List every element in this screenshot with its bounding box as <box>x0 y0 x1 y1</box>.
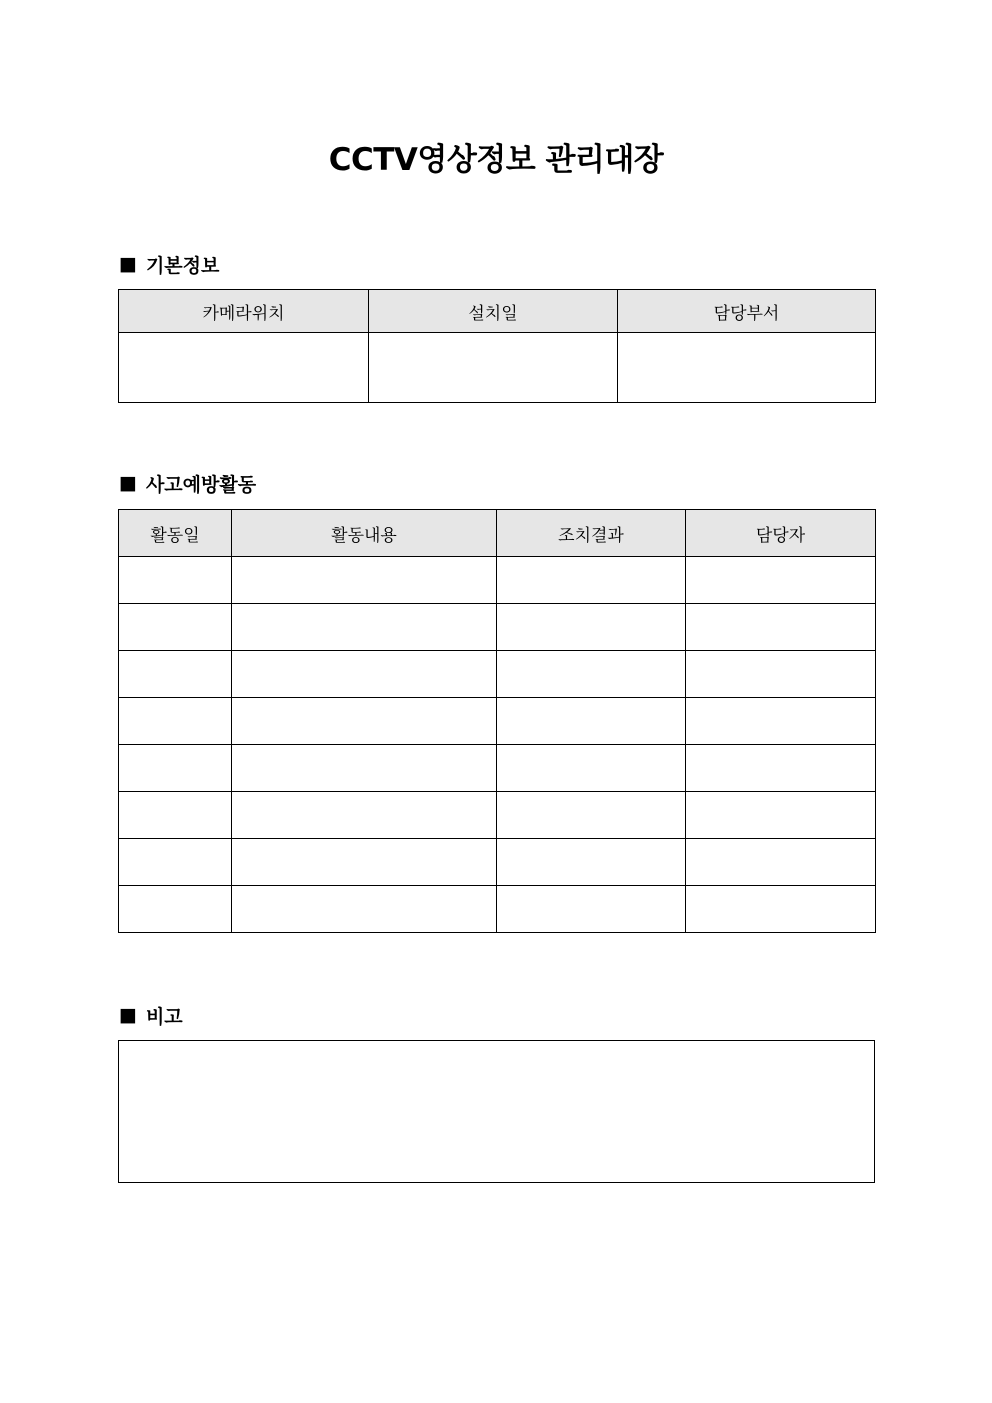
action-result-cell[interactable] <box>497 604 686 651</box>
action-result-cell[interactable] <box>497 557 686 604</box>
person-in-charge-cell[interactable] <box>686 886 876 933</box>
column-header: 담당자 <box>686 510 876 557</box>
action-result-cell[interactable] <box>497 839 686 886</box>
activity-date-cell[interactable] <box>119 792 232 839</box>
activity-date-cell[interactable] <box>119 839 232 886</box>
column-header: 담당부서 <box>618 290 876 333</box>
activity-date-cell[interactable] <box>119 698 232 745</box>
table-row <box>119 886 876 933</box>
person-in-charge-cell[interactable] <box>686 557 876 604</box>
activity-content-cell[interactable] <box>232 839 497 886</box>
remarks-box[interactable] <box>118 1040 875 1183</box>
table-row <box>119 333 876 403</box>
column-header: 카메라위치 <box>119 290 369 333</box>
column-header: 활동내용 <box>232 510 497 557</box>
activity-content-cell[interactable] <box>232 651 497 698</box>
person-in-charge-cell[interactable] <box>686 698 876 745</box>
activity-content-cell[interactable] <box>232 745 497 792</box>
document-title: CCTV영상정보 관리대장 <box>328 142 664 178</box>
table-row <box>119 792 876 839</box>
section-title: 기본정보 <box>145 254 220 277</box>
table-header-row <box>119 290 876 333</box>
install-date-cell[interactable] <box>369 333 618 403</box>
activity-date-cell[interactable] <box>119 745 232 792</box>
action-result-cell[interactable] <box>497 651 686 698</box>
activity-date-cell[interactable] <box>119 604 232 651</box>
department-cell[interactable] <box>618 333 876 403</box>
action-result-cell[interactable] <box>497 698 686 745</box>
activity-content-cell[interactable] <box>232 792 497 839</box>
person-in-charge-cell[interactable] <box>686 651 876 698</box>
column-header: 활동일 <box>119 510 232 557</box>
activity-content-cell[interactable] <box>232 604 497 651</box>
person-in-charge-cell[interactable] <box>686 745 876 792</box>
column-header: 설치일 <box>369 290 618 333</box>
table-row <box>119 839 876 886</box>
table-header-row <box>119 510 876 557</box>
activity-content-cell[interactable] <box>232 698 497 745</box>
section-title: 사고예방활동 <box>145 473 257 496</box>
table-row <box>119 651 876 698</box>
action-result-cell[interactable] <box>497 886 686 933</box>
person-in-charge-cell[interactable] <box>686 604 876 651</box>
section-heading-remarks <box>119 1002 183 1028</box>
activity-content-cell[interactable] <box>232 886 497 933</box>
prevention-activity-table <box>118 509 876 933</box>
action-result-cell[interactable] <box>497 792 686 839</box>
section-heading-basic-info <box>119 251 219 277</box>
square-bullet-icon: ■ <box>119 472 137 494</box>
activity-date-cell[interactable] <box>119 651 232 698</box>
activity-date-cell[interactable] <box>119 886 232 933</box>
activity-date-cell[interactable] <box>119 557 232 604</box>
person-in-charge-cell[interactable] <box>686 792 876 839</box>
table-row <box>119 604 876 651</box>
square-bullet-icon: ■ <box>119 253 137 275</box>
square-bullet-icon: ■ <box>119 1004 137 1026</box>
column-header: 조치결과 <box>497 510 686 557</box>
table-row <box>119 745 876 792</box>
person-in-charge-cell[interactable] <box>686 839 876 886</box>
action-result-cell[interactable] <box>497 745 686 792</box>
table-row <box>119 698 876 745</box>
activity-content-cell[interactable] <box>232 557 497 604</box>
table-row <box>119 557 876 604</box>
camera-location-cell[interactable] <box>119 333 369 403</box>
basic-info-table <box>118 289 876 403</box>
section-title: 비고 <box>145 1005 183 1028</box>
section-heading-prevention <box>119 470 256 496</box>
